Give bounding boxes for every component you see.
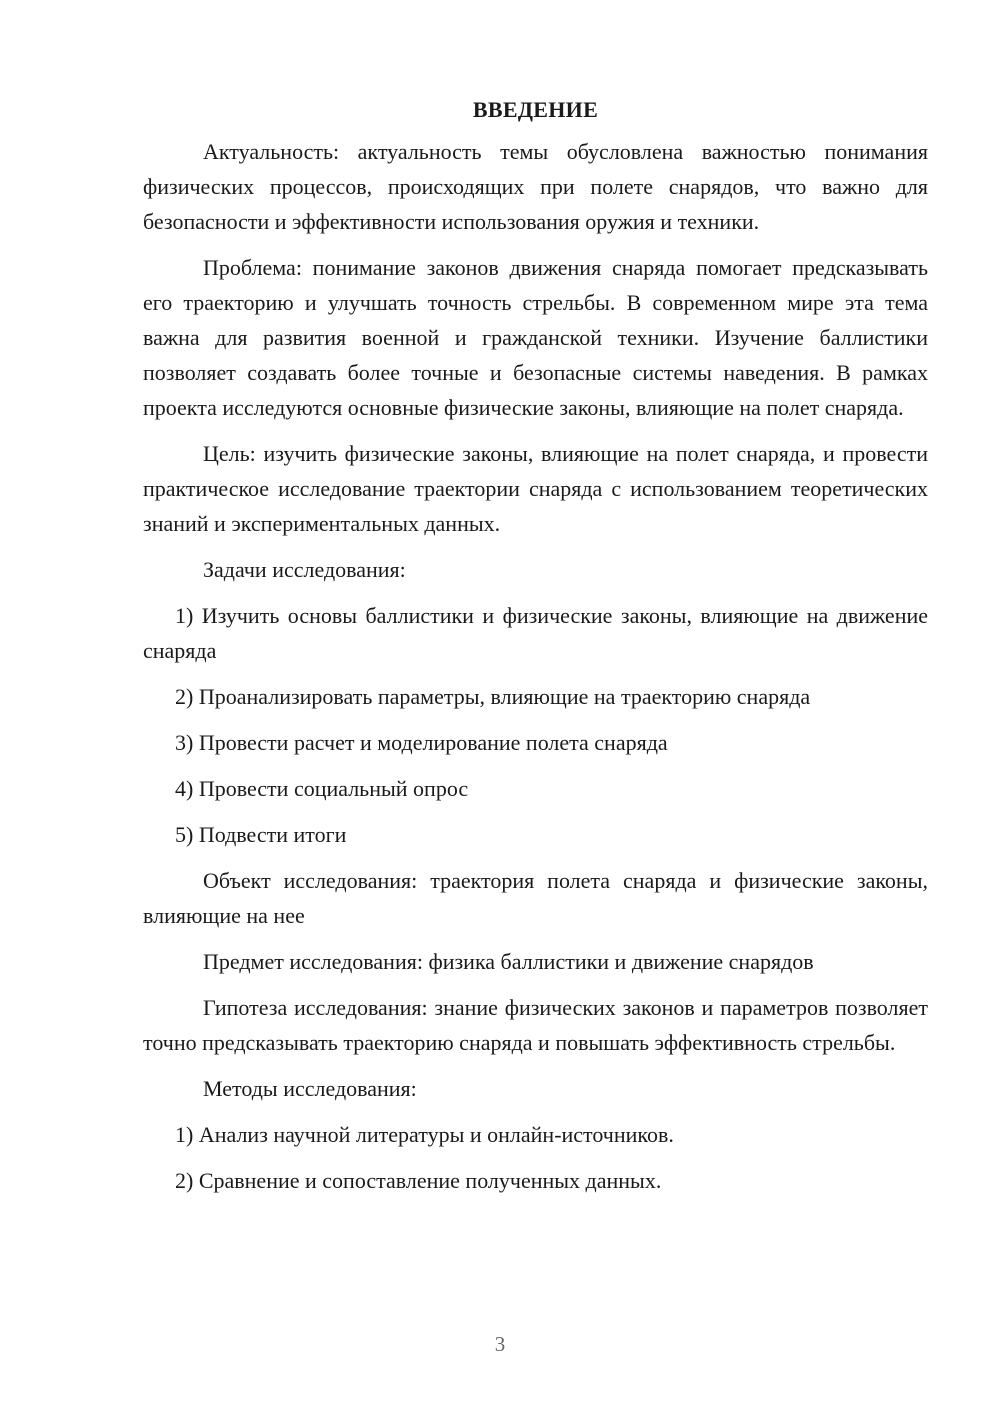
relevance-paragraph: Актуальность: актуальность темы обусловлена важностью понимания физических процессов, происходящих при полете снарядов, что важно для безопасности и эффективности использования оружия и техники.: [143, 139, 928, 234]
task-item: 2) Проанализировать параметры, влияющие на траекторию снаряда: [175, 684, 811, 709]
task-item: 5) Подвести итоги: [175, 822, 347, 847]
page-number: 3: [494, 1332, 506, 1356]
section-title: ВВЕДЕНИЕ: [472, 97, 599, 122]
method-item: 2) Сравнение и сопоставление полученных данных.: [175, 1168, 662, 1193]
object-paragraph: Объект исследования: траектория полета снаряда и физические законы, влияющие на нее: [143, 868, 928, 928]
method-item: 1) Анализ научной литературы и онлайн-источников.: [175, 1122, 674, 1147]
document-page: [143, 92, 928, 1209]
tasks-heading: Задачи исследования:: [203, 557, 406, 582]
task-item: 3) Провести расчет и моделирование полета снаряда: [175, 730, 668, 755]
task-item: 1) Изучить основы баллистики и физические законы, влияющие на движение снаряда: [143, 603, 928, 663]
problem-paragraph: Проблема: понимание законов движения снаряда помогает предсказывать его траекторию и улучшать точность стрельбы. В современном мире эта тема важна для развития военной и гражданской техники. Изучение баллистики позволяет создавать более точные и безопасные системы наведения. В рамках проекта исследуются основные физические законы, влияющие на полет снаряда.: [143, 255, 928, 420]
goal-paragraph: Цель: изучить физические законы, влияющие на полет снаряда, и провести практическое исследование траектории снаряда с использованием теоретических знаний и экспериментальных данных.: [143, 441, 928, 536]
methods-heading: Методы исследования:: [203, 1076, 417, 1101]
subject-paragraph: Предмет исследования: физика баллистики и движение снарядов: [203, 949, 814, 974]
task-item: 4) Провести социальный опрос: [175, 776, 469, 801]
hypothesis-paragraph: Гипотеза исследования: знание физических законов и параметров позволяет точно предсказывать траекторию снаряда и повышать эффективность стрельбы.: [143, 995, 928, 1055]
